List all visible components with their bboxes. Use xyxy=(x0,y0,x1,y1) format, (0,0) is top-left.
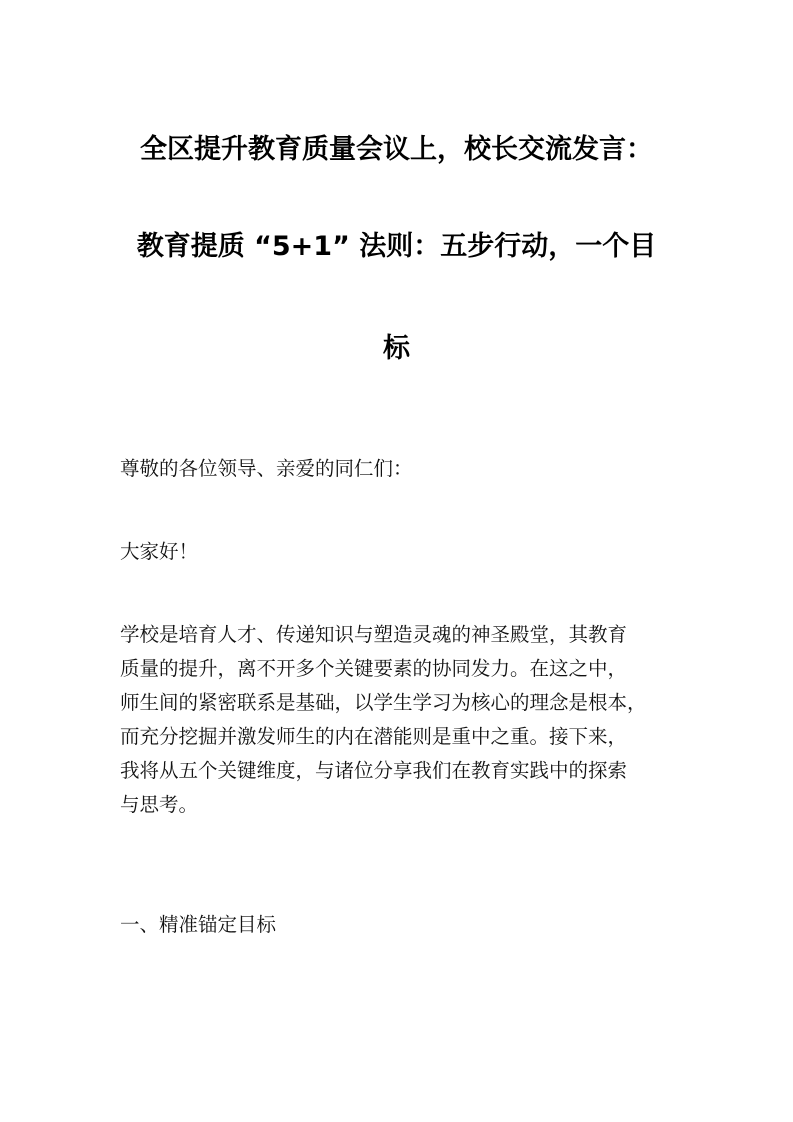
intro-line: 质量的提升，离不开多个关键要素的协同发力。在这之中， xyxy=(120,657,628,680)
title-line-3: 标 xyxy=(383,333,410,364)
title-line-2: 教育提质 “5+1” 法则：五步行动，一个目 xyxy=(136,231,657,262)
title-line-1: 全区提升教育质量会议上，校长交流发言： xyxy=(140,134,653,165)
section-heading: 一、精准锚定目标 xyxy=(120,913,277,936)
intro-line: 而充分挖掘并激发师生的内在潜能则是重中之重。接下来， xyxy=(120,725,628,748)
intro-line: 学校是培育人才、传递知识与塑造灵魂的神圣殿堂，其教育 xyxy=(120,623,628,646)
intro-line: 师生间的紧密联系是基础，以学生学习为核心的理念是根本， xyxy=(120,691,647,714)
intro-line: 我将从五个关键维度，与诸位分享我们在教育实践中的探索 xyxy=(120,759,628,782)
intro-paragraph xyxy=(120,618,686,822)
salutation: 尊敬的各位领导、亲爱的同仁们： xyxy=(120,457,413,480)
intro-line: 与思考。 xyxy=(120,793,199,816)
greeting: 大家好！ xyxy=(120,540,199,563)
